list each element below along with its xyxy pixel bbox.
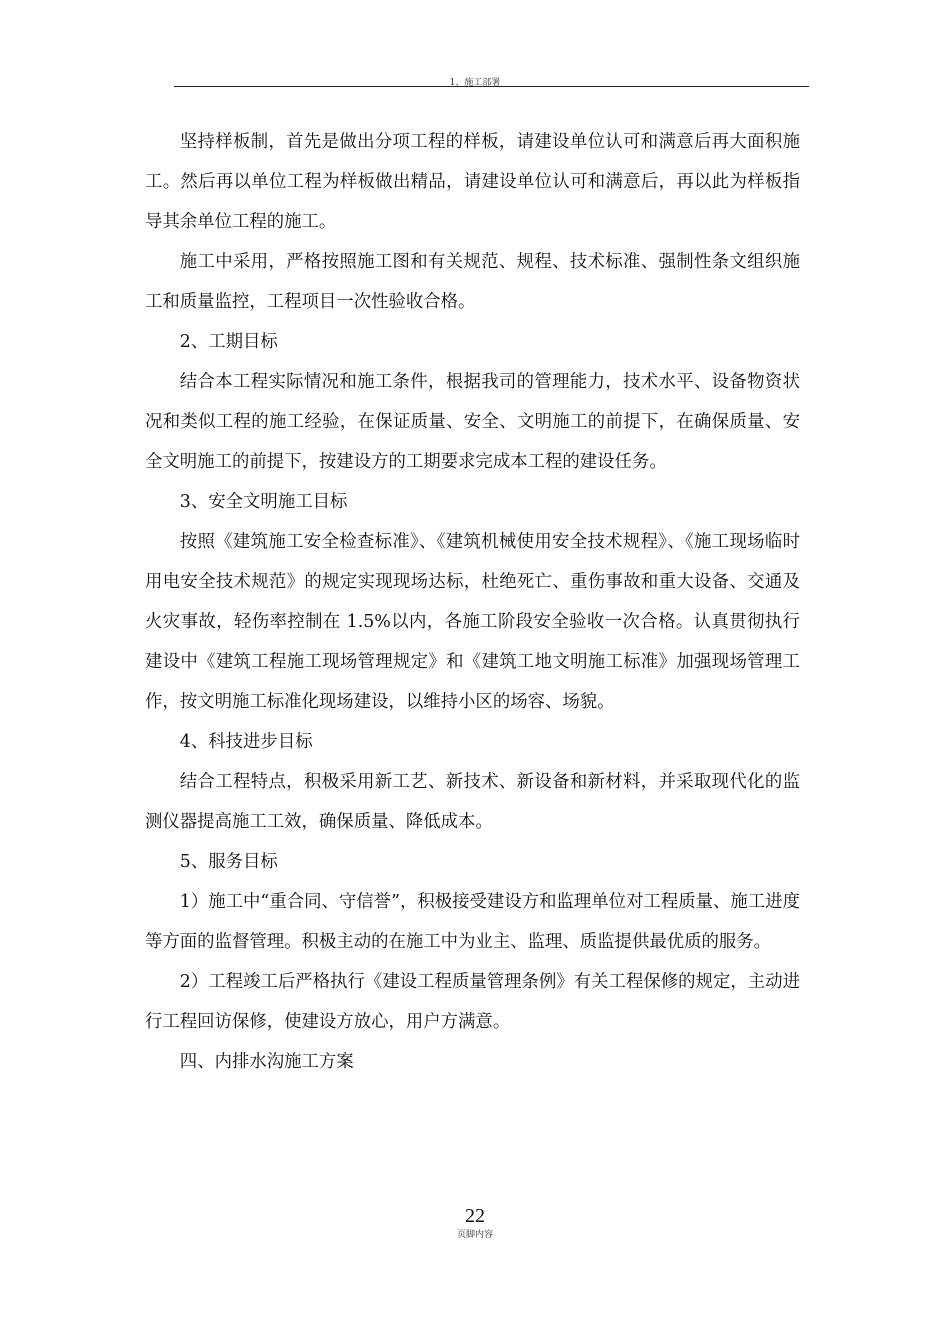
header-rule (174, 86, 809, 87)
heading-service-target: 5、服务目标 (179, 852, 278, 872)
document-body (145, 122, 800, 1082)
heading-schedule-target: 2、工期目标 (179, 332, 278, 352)
paragraph-schedule-target: 结合本工程实际情况和施工条件，根据我司的管理能力，技术水平、设备物资状况和类似工程的施工经验，在保证质量、安全、文明施工的前提下，在确保质量、安全文明施工的前提下，按建设方的工期要求完成本工程的建设任务。 (145, 372, 800, 472)
heading-drainage-plan: 四、内排水沟施工方案 (179, 1052, 354, 1072)
page-footer: 页脚内容 (456, 1230, 493, 1240)
paragraph-service-2: 2）工程竣工后严格执行《建设工程质量管理条例》有关工程保修的规定，主动进行工程回访保修，使建设方放心，用户方满意。 (145, 972, 800, 1032)
heading-tech-target: 4、科技进步目标 (179, 732, 313, 752)
paragraph-quality-standard: 施工中采用，严格按照施工图和有关规范、规程、技术标准、强制性条文组织施工和质量监控，工程项目一次性验收合格。 (145, 252, 800, 312)
page-number: 22 (465, 1205, 485, 1227)
paragraph-safety-target: 按照《建筑施工安全检查标准》、《建筑机械使用安全技术规程》、《施工现场临时用电安全技术规范》的规定实现现场达标，杜绝死亡、重伤事故和重大设备、交通及火灾事故，轻伤率控制在 1.5%以内，各施工阶段安全验收一次合格。认真贯彻执行建设中《建筑工程施工现场管理规定》和《建筑工地文明施工标准》加强现场管理工作，按文明施工标准化现场建设，以维持小区的场容、场貌。 (145, 532, 800, 712)
paragraph-service-1: 1）施工中“重合同、守信誉”，积极接受建设方和监理单位对工程质量、施工进度等方面的监督管理。积极主动的在施工中为业主、监理、质监提供最优质的服务。 (145, 892, 800, 952)
heading-safety-target: 3、安全文明施工目标 (179, 492, 348, 512)
page-header: 1、施工部署 (449, 78, 501, 88)
paragraph-tech-target: 结合工程特点，积极采用新工艺、新技术、新设备和新材料，并采取现代化的监测仪器提高施工工效，确保质量、降低成本。 (145, 772, 800, 832)
paragraph-sample-system: 坚持样板制，首先是做出分项工程的样板，请建设单位认可和满意后再大面积施工。然后再以单位工程为样板做出精品，请建设单位认可和满意后，再以此为样板指导其余单位工程的施工。 (145, 132, 800, 232)
